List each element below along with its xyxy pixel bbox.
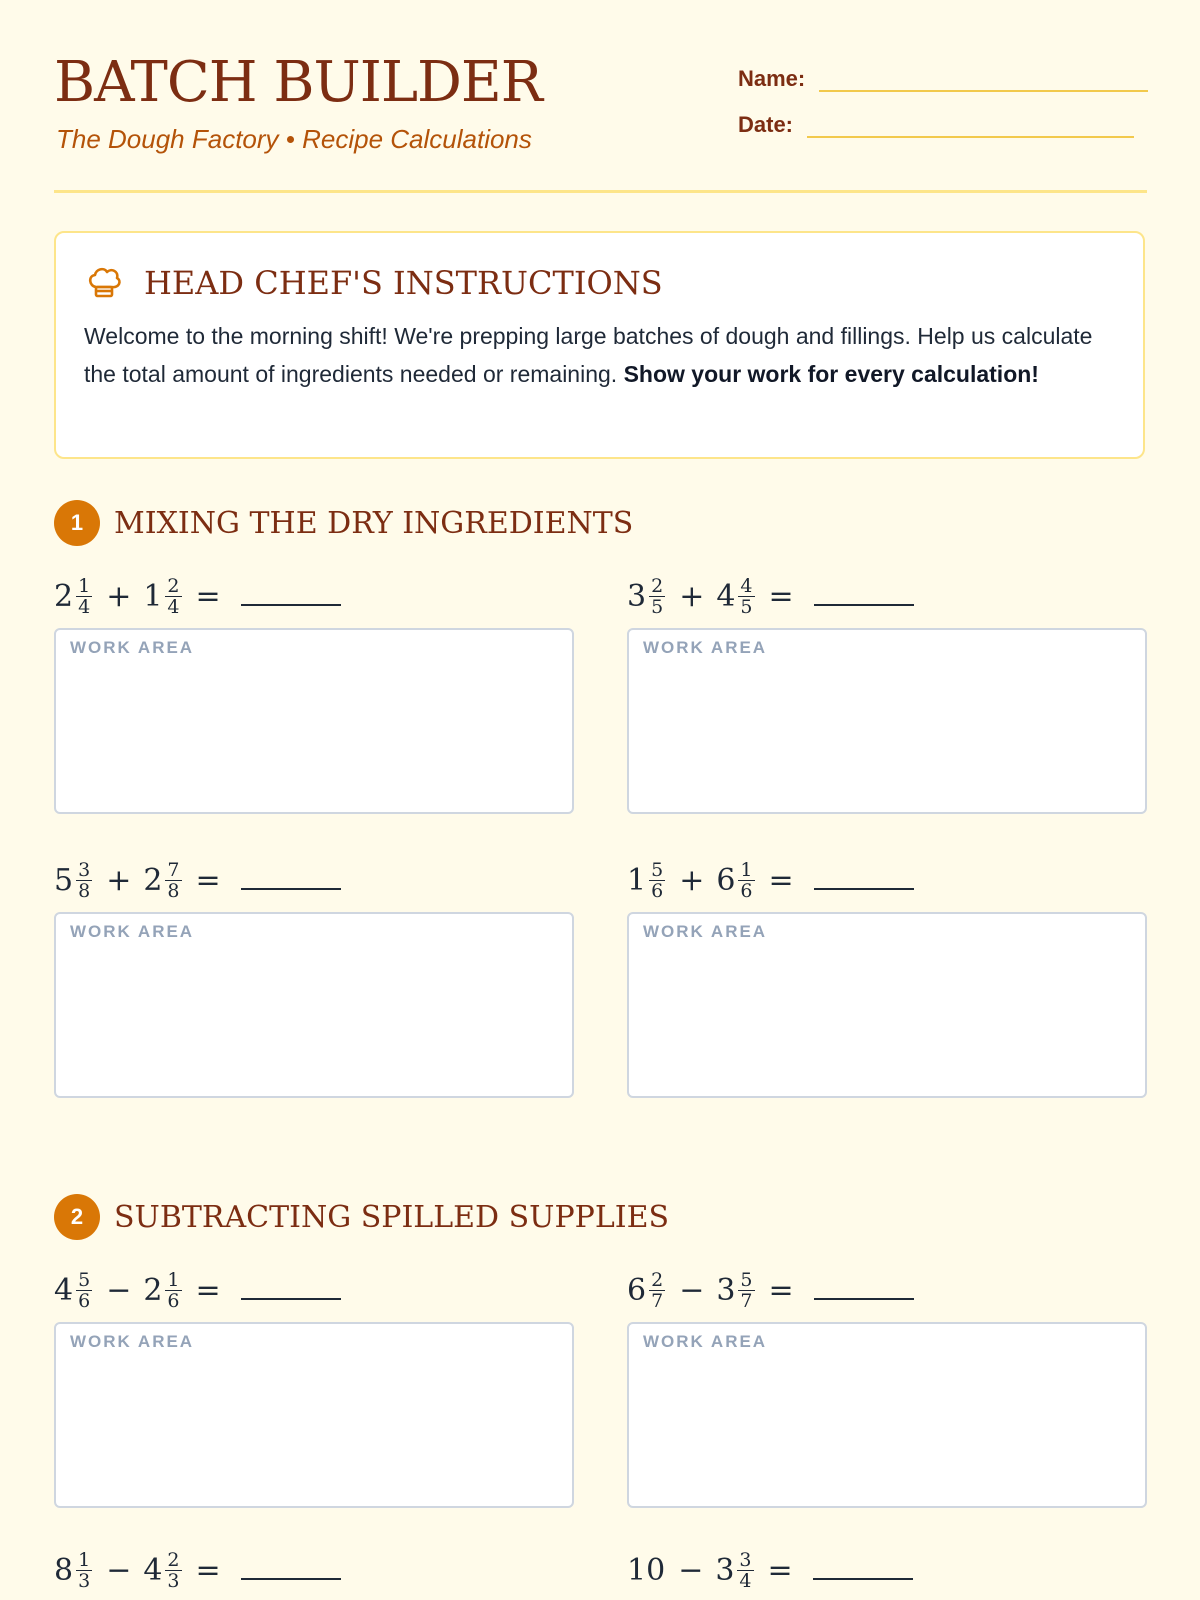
whole-number: 2: [143, 862, 163, 898]
whole-number: 6: [716, 862, 736, 898]
work-area[interactable]: [54, 628, 574, 814]
denominator: 7: [651, 1289, 664, 1312]
work-area[interactable]: [627, 628, 1147, 814]
answer-blank[interactable]: [241, 1280, 341, 1300]
answer-blank[interactable]: [241, 870, 341, 890]
date-label: Date:: [738, 112, 794, 137]
denominator: 8: [78, 879, 91, 902]
date-field[interactable]: [807, 114, 1134, 138]
equals-sign: =: [768, 578, 794, 614]
answer-blank[interactable]: [241, 586, 341, 606]
numerator: 3: [739, 1548, 752, 1571]
instructions-emphasis: Show your work for every calculation!: [623, 361, 1039, 387]
operator: −: [106, 1272, 132, 1308]
instructions-box: [54, 231, 1145, 459]
operator: +: [106, 578, 132, 614]
fraction: [649, 1270, 665, 1311]
student-info: [738, 52, 1148, 144]
work-area-label: WORK AREA: [70, 1332, 195, 1351]
fraction: [737, 1550, 753, 1591]
problem-1-3: [54, 850, 574, 1098]
worksheet-page: [54, 0, 1147, 1592]
problem-2-2: [627, 1260, 1147, 1508]
problem-2-3: [54, 1540, 574, 1600]
fraction: [76, 576, 92, 617]
instructions-title: HEAD CHEF'S INSTRUCTIONS: [144, 264, 663, 302]
denominator: 7: [740, 1289, 753, 1312]
numerator: 1: [78, 574, 91, 597]
work-area-label: WORK AREA: [70, 922, 195, 941]
whole-number: 5: [54, 862, 74, 898]
problem-expression: [54, 1540, 574, 1600]
whole-number: 1: [143, 578, 163, 614]
worksheet-header: [54, 0, 1147, 193]
fraction: [165, 576, 181, 617]
equals-sign: =: [195, 1272, 221, 1308]
problem-expression: [627, 1540, 1147, 1600]
whole-number: 8: [54, 1552, 74, 1588]
whole-number: 3: [627, 578, 647, 614]
answer-blank[interactable]: [241, 1560, 341, 1580]
numerator: 1: [740, 858, 753, 881]
whole-number: 4: [143, 1552, 163, 1588]
section-1-number-badge: 1: [54, 500, 100, 546]
whole-number: 3: [715, 1552, 735, 1588]
numerator: 5: [78, 1268, 91, 1291]
fraction: [165, 860, 181, 901]
denominator: 4: [78, 595, 91, 618]
denominator: 5: [651, 595, 664, 618]
problem-expression: [54, 850, 574, 910]
whole-number: 4: [716, 578, 736, 614]
denominator: 4: [739, 1569, 752, 1592]
problem-1-1: [54, 566, 574, 814]
problem-1-4: [627, 850, 1147, 1098]
date-row: [738, 98, 1148, 138]
section-1-header: [54, 500, 633, 546]
whole-number: 10: [627, 1552, 666, 1588]
fraction: [649, 576, 665, 617]
numerator: 1: [78, 1548, 91, 1571]
whole-number: 3: [716, 1272, 736, 1308]
problem-expression: [54, 566, 574, 626]
problem-1-2: [627, 566, 1147, 814]
problem-2-4: [627, 1540, 1147, 1600]
work-area[interactable]: [54, 1322, 574, 1508]
instructions-body: Welcome to the morning shift! We're prepping large batches of dough and fillings. Help us calculate the total amount of ingredients needed or remaining.: [84, 323, 1093, 387]
fraction: [165, 1550, 181, 1591]
problem-expression: [54, 1260, 574, 1320]
name-label: Name:: [738, 66, 806, 91]
numerator: 1: [167, 1268, 180, 1291]
section-2-title: SUBTRACTING SPILLED SUPPLIES: [114, 1199, 670, 1235]
numerator: 2: [651, 574, 664, 597]
operator: −: [679, 1272, 705, 1308]
equals-sign: =: [768, 1272, 794, 1308]
denominator: 5: [740, 595, 753, 618]
fraction: [76, 860, 92, 901]
section-2-number-badge: 2: [54, 1194, 100, 1240]
work-area-label: WORK AREA: [643, 638, 768, 657]
answer-blank[interactable]: [813, 1560, 913, 1580]
denominator: 6: [651, 879, 664, 902]
equals-sign: =: [195, 1552, 221, 1588]
fraction: [738, 576, 754, 617]
work-area[interactable]: [627, 912, 1147, 1098]
work-area-label: WORK AREA: [70, 638, 195, 657]
fraction: [165, 1270, 181, 1311]
operator: +: [679, 578, 705, 614]
whole-number: 4: [54, 1272, 74, 1308]
operator: +: [679, 862, 705, 898]
worksheet-title: BATCH BUILDER: [54, 50, 542, 115]
numerator: 7: [167, 858, 180, 881]
fraction: [76, 1270, 92, 1311]
whole-number: 6: [627, 1272, 647, 1308]
problem-expression: [627, 1260, 1147, 1320]
denominator: 6: [78, 1289, 91, 1312]
name-row: [738, 52, 1148, 92]
problem-2-1: [54, 1260, 574, 1508]
numerator: 4: [740, 574, 753, 597]
instructions-text: [84, 317, 1115, 393]
answer-blank[interactable]: [814, 586, 914, 606]
numerator: 2: [167, 1548, 180, 1571]
section-2-header: [54, 1194, 669, 1240]
work-area[interactable]: [54, 912, 574, 1098]
work-area[interactable]: [627, 1322, 1147, 1508]
fraction: [738, 860, 754, 901]
fraction: [649, 860, 665, 901]
operator: −: [678, 1552, 704, 1588]
instructions-header: [84, 263, 1115, 303]
denominator: 8: [167, 879, 180, 902]
denominator: 6: [740, 879, 753, 902]
whole-number: 2: [54, 578, 74, 614]
operator: −: [106, 1552, 132, 1588]
work-area-label: WORK AREA: [643, 1332, 768, 1351]
operator: +: [106, 862, 132, 898]
numerator: 2: [651, 1268, 664, 1291]
name-field[interactable]: [819, 68, 1148, 92]
section-1-title: MIXING THE DRY INGREDIENTS: [114, 505, 634, 541]
equals-sign: =: [195, 862, 221, 898]
answer-blank[interactable]: [814, 1280, 914, 1300]
work-area-label: WORK AREA: [643, 922, 768, 941]
fraction: [76, 1550, 92, 1591]
denominator: 3: [167, 1569, 180, 1592]
answer-blank[interactable]: [814, 870, 914, 890]
problem-expression: [627, 566, 1147, 626]
worksheet-subtitle: The Dough Factory • Recipe Calculations: [56, 124, 532, 154]
whole-number: 1: [627, 862, 647, 898]
equals-sign: =: [767, 1552, 793, 1588]
chef-hat-icon: [84, 263, 124, 303]
problem-expression: [627, 850, 1147, 910]
denominator: 4: [167, 595, 180, 618]
numerator: 3: [78, 858, 91, 881]
numerator: 5: [740, 1268, 753, 1291]
numerator: 5: [651, 858, 664, 881]
numerator: 2: [167, 574, 180, 597]
equals-sign: =: [768, 862, 794, 898]
denominator: 6: [167, 1289, 180, 1312]
fraction: [738, 1270, 754, 1311]
whole-number: 2: [143, 1272, 163, 1308]
denominator: 3: [78, 1569, 91, 1592]
equals-sign: =: [195, 578, 221, 614]
